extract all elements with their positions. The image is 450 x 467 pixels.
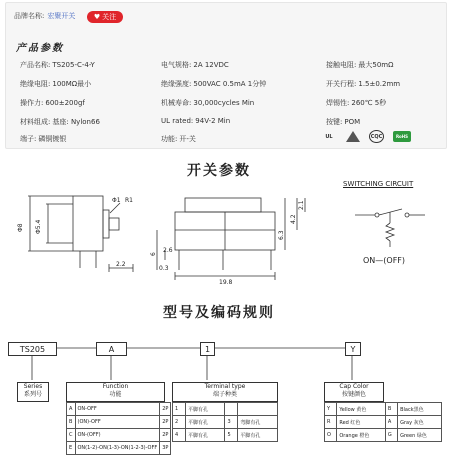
terminal-row bbox=[173, 429, 278, 442]
spec-value: 94V-2 Min bbox=[195, 117, 231, 125]
spec-item bbox=[326, 79, 400, 89]
terminal-row-cell: 弯脚有孔 bbox=[238, 416, 278, 429]
spec-item bbox=[20, 134, 66, 144]
cqc-cert-icon: CQC bbox=[369, 130, 384, 143]
product-params-title: 产品参数 bbox=[16, 43, 64, 54]
spec-value: 500VAC 0.5mA 1分钟 bbox=[193, 80, 267, 88]
series-subtitle: 系列号 bbox=[23, 391, 42, 398]
cap-row-cell: Y bbox=[325, 403, 337, 416]
function-row-cell: B bbox=[67, 416, 76, 429]
rohs-cert-icon: RoHS bbox=[393, 131, 411, 142]
spec-label: 接触电阻: bbox=[326, 61, 357, 69]
cap-row-cell: A bbox=[385, 416, 397, 429]
spec-label: 绝缘电阻: bbox=[20, 80, 51, 88]
spec-value: 260℃ 5秒 bbox=[351, 99, 387, 107]
cap-row-cell: Red 红色 bbox=[337, 416, 385, 429]
spec-label: 产品名称: bbox=[20, 61, 51, 69]
cap-row-cell: Yellow 黄色 bbox=[337, 403, 385, 416]
code-cap-box: Y bbox=[345, 342, 361, 356]
terminal-row-cell bbox=[238, 403, 278, 416]
switching-circuit-diagram bbox=[350, 195, 430, 255]
code-series-box: TS205 bbox=[8, 342, 57, 356]
spec-label: 操作力: bbox=[20, 99, 44, 107]
spec-value: 100MΩ最小 bbox=[52, 80, 92, 88]
function-row bbox=[67, 429, 171, 442]
cap-row-cell: R bbox=[325, 416, 337, 429]
terminal-row-cell: 平脚有孔 bbox=[185, 403, 225, 416]
terminal-subtitle: 端子种类 bbox=[212, 391, 237, 398]
series-title: Series bbox=[23, 383, 43, 390]
function-subtitle: 功能 bbox=[109, 391, 122, 398]
cap-row-cell: Orange 橙色 bbox=[337, 429, 385, 442]
brand-row bbox=[14, 11, 75, 21]
terminal-row-cell: 3 bbox=[225, 416, 238, 429]
function-row bbox=[67, 442, 171, 455]
spec-label: 按键: bbox=[326, 118, 343, 126]
cap-row bbox=[325, 416, 442, 429]
function-row-cell: ON-OFF bbox=[75, 403, 160, 416]
terminal-row bbox=[173, 416, 278, 429]
spec-label: 端子: bbox=[20, 135, 37, 143]
spec-item bbox=[20, 117, 100, 127]
cap-row-cell: Gray 灰色 bbox=[398, 416, 442, 429]
cap-row-cell: Black黑色 bbox=[398, 403, 442, 416]
spec-item bbox=[20, 98, 85, 108]
terminal-row-cell: 平脚有孔 bbox=[185, 416, 225, 429]
function-row-cell: ON-(OFF) bbox=[75, 429, 160, 442]
follow-button[interactable] bbox=[87, 11, 123, 23]
terminal-row bbox=[173, 403, 278, 416]
model-code-title: 型号及编码规则 bbox=[163, 305, 275, 321]
follow-label: 关注 bbox=[102, 13, 117, 21]
dim-0-3: 0.3 bbox=[159, 265, 169, 272]
spec-item bbox=[161, 79, 266, 89]
terminal-row-cell: 平脚有孔 bbox=[238, 429, 278, 442]
enec-cert-icon bbox=[346, 131, 360, 142]
switching-circuit-title: SWITCHING CIRCUIT bbox=[343, 180, 414, 188]
spec-value: 开-关 bbox=[179, 135, 196, 143]
code-function-box: A bbox=[96, 342, 127, 356]
function-row-cell: 2P bbox=[160, 416, 171, 429]
brand-label: 品牌名称: bbox=[14, 12, 45, 20]
function-row-cell: 3P bbox=[160, 442, 171, 455]
spec-label: 材料组成: bbox=[20, 118, 51, 126]
dim-phi1: Φ1 bbox=[112, 197, 121, 204]
ul-cert-icon: UL bbox=[325, 133, 333, 140]
spec-value: POM bbox=[344, 118, 361, 126]
cap-row-cell: Green 绿色 bbox=[398, 429, 442, 442]
spec-item bbox=[20, 60, 95, 70]
spec-value: 30,000cycles Min bbox=[193, 99, 255, 107]
dim-19-8: 19.8 bbox=[219, 279, 233, 285]
spec-label: UL rated: bbox=[161, 117, 194, 125]
front-view-drawing bbox=[145, 190, 315, 285]
spec-label: 焊锡性: bbox=[326, 99, 350, 107]
spec-item bbox=[161, 134, 196, 144]
cap-row bbox=[325, 403, 442, 416]
function-row bbox=[67, 403, 171, 416]
spec-value: 最大50mΩ bbox=[358, 61, 394, 69]
heart-icon: ♥ bbox=[93, 12, 101, 21]
cap-row bbox=[325, 429, 442, 442]
function-title: Function bbox=[102, 383, 129, 390]
cert-icons bbox=[321, 130, 411, 143]
function-row bbox=[67, 416, 171, 429]
spec-item bbox=[20, 79, 91, 89]
spec-value: 基座: Nylon66 bbox=[52, 118, 100, 126]
dim-phi8: Φ8 bbox=[17, 223, 24, 232]
function-table bbox=[66, 402, 171, 455]
terminal-row-cell: 1 bbox=[173, 403, 186, 416]
spec-label: 功能: bbox=[161, 135, 178, 143]
dim-2-2: 2.2 bbox=[116, 261, 126, 268]
spec-value: TS205-C-4-Y bbox=[52, 61, 95, 69]
terminal-table bbox=[172, 402, 278, 442]
circuit-label: ON—(OFF) bbox=[363, 256, 406, 265]
dim-phi54: Φ5.4 bbox=[35, 219, 42, 234]
terminal-title: Terminal type bbox=[204, 383, 246, 390]
cap-subtitle: 按键颜色 bbox=[341, 391, 366, 398]
terminal-row-cell: 平脚有孔 bbox=[185, 429, 225, 442]
cap-row-cell: G bbox=[385, 429, 397, 442]
cap-row-cell: B bbox=[385, 403, 397, 416]
cap-row-cell: O bbox=[325, 429, 337, 442]
code-connector-lines bbox=[0, 330, 450, 380]
cap-header bbox=[324, 382, 384, 402]
code-terminal-box: 1 bbox=[200, 342, 215, 356]
series-header bbox=[17, 382, 49, 402]
cap-title: Cap Color bbox=[339, 383, 369, 390]
spec-value: 1.5±0.2mm bbox=[358, 80, 401, 88]
switch-params-title: 开关参数 bbox=[187, 163, 251, 179]
dim-r1: R1 bbox=[125, 197, 133, 204]
spec-label: 开关行程: bbox=[326, 80, 357, 88]
dim-4-2: 4.2 bbox=[290, 214, 297, 224]
spec-item bbox=[326, 98, 386, 108]
side-view-drawing bbox=[8, 188, 138, 288]
function-row-cell: C bbox=[67, 429, 76, 442]
spec-value: 600±200gf bbox=[45, 99, 85, 107]
terminal-row-cell bbox=[225, 403, 238, 416]
spec-item bbox=[161, 98, 254, 108]
spec-value: 磷铜镀银 bbox=[38, 135, 67, 143]
function-row-cell: 2P bbox=[160, 403, 171, 416]
dim-6-3: 6.3 bbox=[278, 230, 285, 240]
function-row-cell: 2P bbox=[160, 429, 171, 442]
dim-2-6: 2.6 bbox=[163, 247, 173, 254]
spec-item bbox=[161, 60, 229, 70]
spec-item bbox=[326, 60, 393, 70]
terminal-header bbox=[172, 382, 278, 402]
spec-label: 绝缘强度: bbox=[161, 80, 192, 88]
terminal-row-cell: 2 bbox=[173, 416, 186, 429]
brand-link[interactable]: 宏聚开关 bbox=[47, 12, 76, 20]
product-info-card bbox=[5, 2, 447, 149]
function-row-cell: A bbox=[67, 403, 76, 416]
spec-item bbox=[161, 117, 230, 125]
dim-6: 6 bbox=[150, 252, 157, 256]
function-header bbox=[66, 382, 165, 402]
cap-table bbox=[324, 402, 442, 442]
spec-value: 2A 12VDC bbox=[193, 61, 229, 69]
spec-item bbox=[326, 117, 360, 127]
dim-2-1: 2.1 bbox=[298, 200, 305, 210]
function-row-cell: ON(1-2)-ON(1-3)-ON(1-2-3)-OFF bbox=[75, 442, 160, 455]
function-row-cell: (ON)-OFF bbox=[75, 416, 160, 429]
function-row-cell: E bbox=[67, 442, 76, 455]
spec-label: 电气规格: bbox=[161, 61, 192, 69]
terminal-row-cell: 4 bbox=[173, 429, 186, 442]
spec-label: 机械寿命: bbox=[161, 99, 192, 107]
terminal-row-cell: 5 bbox=[225, 429, 238, 442]
